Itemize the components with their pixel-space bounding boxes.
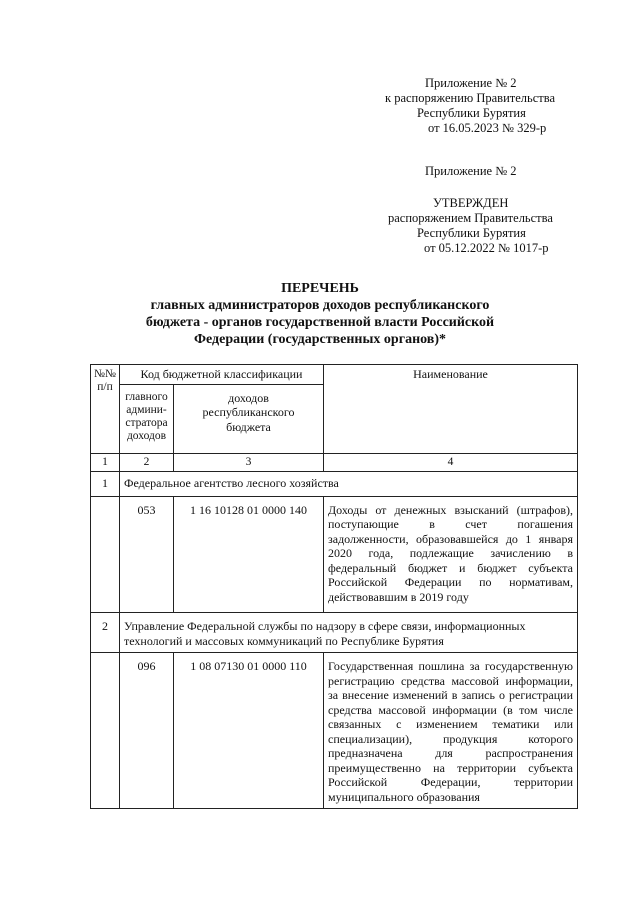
col-number: 2: [120, 453, 174, 471]
col-header-name: Наименование: [324, 365, 578, 454]
income-name: Государственная пошлина за государственную регистрацию средства массовой информации, за внесение изменений в запись о регистрации средства массовой информации (в том числе связанных с изменением тематики или специализации), продукция которого предназначена для распространения преимущественно на территории субъекта Российской Федерации, территории муниципального образования: [324, 653, 578, 809]
appendix-label: Приложение № 2: [425, 76, 517, 90]
agency-name: Управление Федеральной службы по надзору в сфере связи, информационных технологий и массовых коммуникаций по Республике Бурятия: [120, 613, 578, 653]
approved-by: распоряжением Правительства: [388, 211, 553, 225]
approved-date: от 05.12.2022 № 1017-р: [424, 241, 549, 255]
admin-code: 096: [120, 653, 174, 809]
document-title: [0, 280, 640, 348]
order-date: от 16.05.2023 № 329-р: [428, 121, 547, 135]
col-header-kbk: Код бюджетной классификации: [120, 365, 324, 385]
order-ref: к распоряжению Правительства: [385, 91, 556, 105]
table-row: [91, 653, 578, 809]
empty-cell: [91, 653, 120, 809]
table-row: [91, 613, 578, 653]
appendix-label-2: Приложение № 2: [425, 164, 517, 178]
table-row: [91, 496, 578, 613]
agency-name: Федеральное агентство лесного хозяйства: [120, 471, 578, 496]
table-row: [91, 471, 578, 496]
col-number: 3: [174, 453, 324, 471]
col-header-income: доходов республиканского бюджета: [174, 384, 324, 453]
republic-name: Республики Бурятия: [417, 106, 526, 120]
income-code: 1 08 07130 01 0000 110: [174, 653, 324, 809]
title-line-2: главных администраторов доходов республиканского: [150, 298, 490, 313]
title-line-1: ПЕРЕЧЕНЬ: [281, 281, 359, 296]
col-header-num: №№ п/п: [91, 365, 120, 454]
row-num: 2: [91, 613, 120, 653]
col-number: 1: [91, 453, 120, 471]
income-code: 1 16 10128 01 0000 140: [174, 496, 324, 613]
col-header-admin: главного админи-стратора доходов: [120, 384, 174, 453]
column-numbers-row: [91, 453, 578, 471]
administrators-table: [90, 364, 578, 809]
republic-name-2: Республики Бурятия: [417, 226, 526, 240]
income-name: Доходы от денежных взысканий (штрафов), поступающие в счет погашения задолженности, образовавшейся до 1 января 2020 года, подлежащие зачислению в федеральный бюджет и бюджет субъекта Российской Федерации по нормативам, действовавшим в 2019 году: [324, 496, 578, 613]
title-line-3: бюджета - органов государственной власти Российской: [145, 315, 495, 330]
empty-cell: [91, 496, 120, 613]
col-number: 4: [324, 453, 578, 471]
approved-label: УТВЕРЖДЕН: [433, 196, 509, 210]
row-num: 1: [91, 471, 120, 496]
title-line-4: Федерации (государственных органов)*: [193, 332, 447, 347]
table-header-row: [91, 365, 578, 385]
admin-code: 053: [120, 496, 174, 613]
